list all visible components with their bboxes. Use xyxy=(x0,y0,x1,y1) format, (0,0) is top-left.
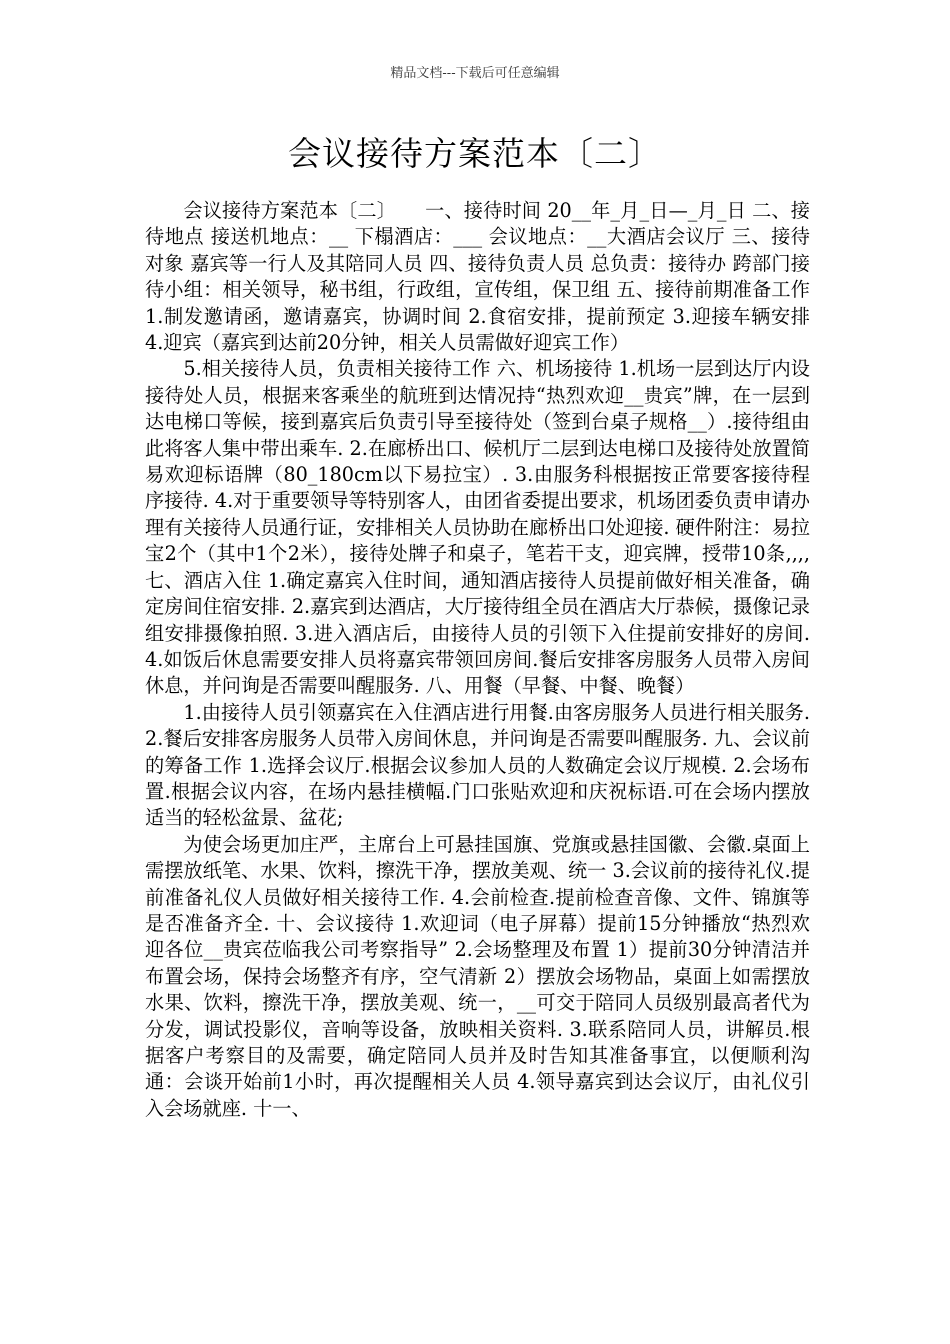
paragraph-2: 5.相关接待人员，负责相关接待工作 六、机场接待 1.机场一层到达厅内设接待处人员，根据来客乘坐的航班到达情况持“热烈欢迎__贵宾”牌，在一层到达电梯口等候，接到嘉宾后负责引导至接待处（签到台桌子规格__）.接待组由此将客人集中带出乘车. 2.在廊桥出口、候机厅二层到达电梯口及接待处放置简易欢迎标语牌（80_180cm以下易拉宝）. 3.由服务科根据按正常要客接待程序接待. 4.对于重要领导等特别客人，由团省委提出要求，机场团委负责申请办理有关接待人员通行证，安排相关人员协助在廊桥出口处迎接. 硬件附注：易拉宝2个（其中1个2米），接待处牌子和桌子，笔若干支，迎宾牌，授带10条,,,, 七、酒店入住 1.确定嘉宾入住时间，通知酒店接待人员提前做好相关准备，确定房间住宿安排. 2.嘉宾到达酒店，大厅接待组全员在酒店大厅恭候，摄像记录组安排摄像拍照. 3.进入酒店后，由接待人员的引领下入住提前安排好的房间. 4.如饭后休息需要安排人员将嘉宾带领回房间.餐后安排客房服务人员带入房间休息，并问询是否需要叫醒服务. 八、用餐（早餐、中餐、晚餐） xyxy=(145,357,810,698)
page-header: 精品文档---下载后可任意编辑 xyxy=(390,66,560,81)
paragraph-4: 为使会场更加庄严，主席台上可悬挂国旗、党旗或悬挂国徽、会徽.桌面上需摆放纸笔、水果、饮料，擦洗干净，摆放美观、统一 3.会议前的接待礼仪.提前准备礼仪人员做好相关接待工作. 4.会前检查.提前检查音像、文件、锦旗等是否准备齐全. 十、会议接待 1.欢迎词（电子屏幕）提前15分钟播放“热烈欢迎各位__贵宾莅临我公司考察指导” 2.会场整理及布置 1）提前30分钟清洁并布置会场，保持会场整齐有序，空气清新 2）摆放会场物品，桌面上如需摆放水果、饮料，擦洗干净，摆放美观、统一，__可交于陪同人员级别最高者代为分发，调试投影仪，音响等设备，放映相关资料. 3.联系陪同人员，讲解员.根据客户考察目的及需要，确定陪同人员并及时告知其准备事宜，以便顺利沟通：会谈开始前1小时，再次提醒相关人员 4.领导嘉宾到达会议厅，由礼仪引入会场就座. 十一、 xyxy=(145,832,810,1120)
document-title: 会议接待方案范本〔二〕 xyxy=(288,134,662,173)
paragraph-3: 1.由接待人员引领嘉宾在入住酒店进行用餐.由客房服务人员进行相关服务. 2.餐后安排客房服务人员带入房间休息，并问询是否需要叫醒服务. 九、会议前的筹备工作 1.选择会议厅.根据会议参加人员的人数确定会议厅规模. 2.会场布置.根据会议内容，在场内悬挂横幅.门口张贴欢迎和庆祝标语.可在会场内摆放适当的轻松盆景、盆花; xyxy=(145,700,810,830)
document-body xyxy=(145,198,810,1122)
paragraph-1: 会议接待方案范本〔二〕 一、接待时间 20__年_月_日—_月_日 二、接待地点 接送机地点：__ 下榻酒店：___ 会议地点：__大酒店会议厅 三、接待对象 嘉宾等一行人及其陪同人员 四、接待负责人员 总负责：接待办 跨部门接待小组：相关领导，秘书组，行政组，宣传组，保卫组 五、接待前期准备工作 1.制发邀请函，邀请嘉宾，协调时间 2.食宿安排，提前预定 3.迎接车辆安排 4.迎宾（嘉宾到达前20分钟，相关人员需做好迎宾工作） xyxy=(145,199,810,355)
